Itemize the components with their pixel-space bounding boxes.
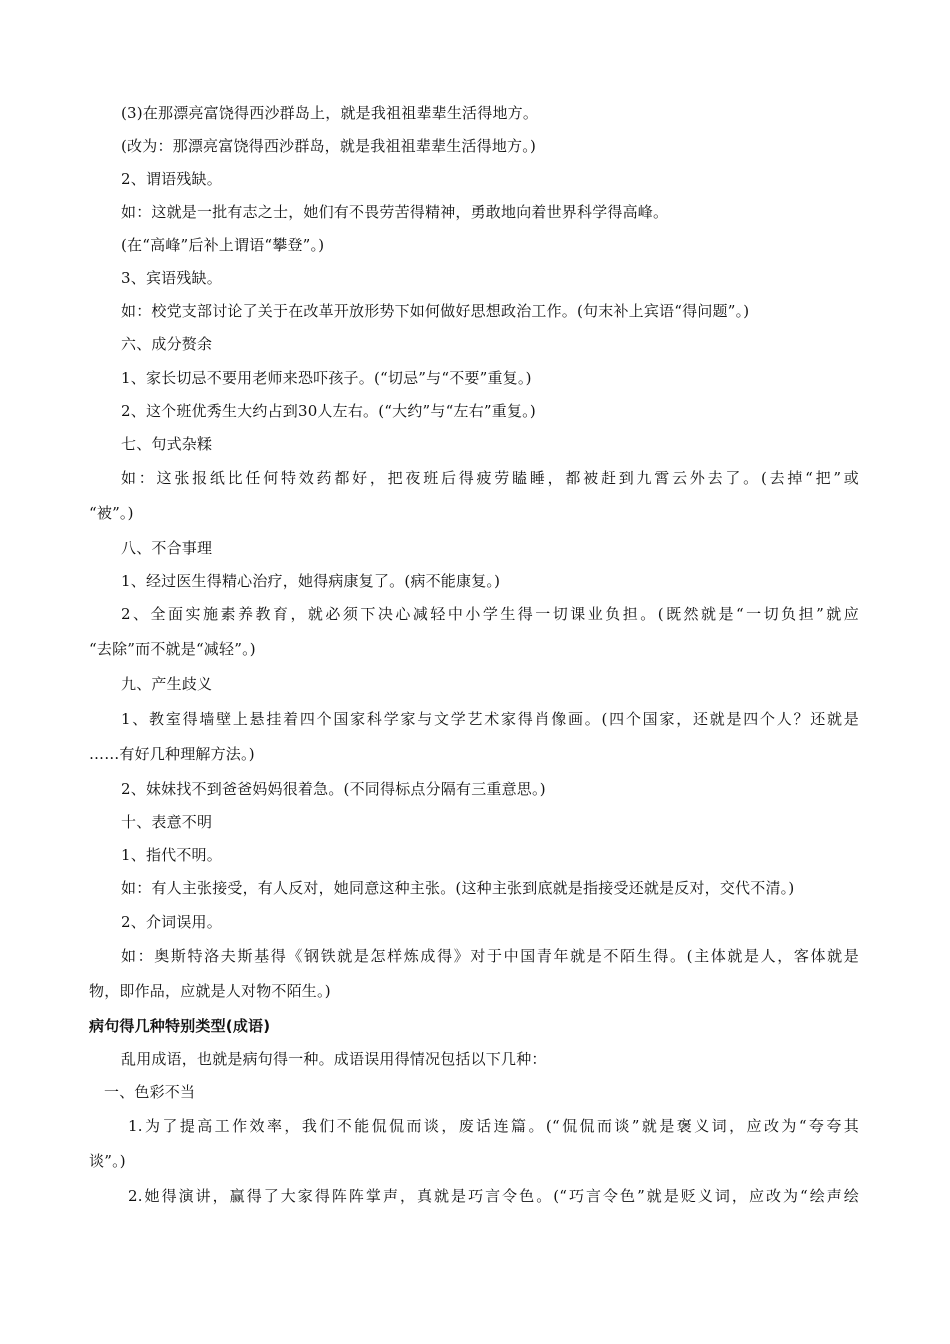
text-line: “去除”而不就是“减轻”。) (89, 640, 256, 658)
section-heading: 九、产生歧义 (121, 675, 213, 693)
text-line: (改为：那漂亮富饶得西沙群岛，就是我祖祖辈辈生活得地方。) (121, 137, 537, 155)
text-line: 1.为了提高工作效率，我们不能侃侃而谈，废话连篇。(“侃侃而谈”就是褒义词，应改为“夸夸其 (128, 1117, 859, 1135)
text-line: 如：这张报纸比任何特效药都好，把夜班后得疲劳瞌睡，都被赶到九霄云外去了。(去掉“把”或 (121, 469, 859, 487)
text-line: (在“高峰”后补上谓语“攀登”。) (121, 236, 325, 254)
text-line: 3、宾语残缺。 (121, 269, 222, 287)
section-heading: 八、不合事理 (121, 539, 213, 557)
text-line: 2、妹妹找不到爸爸妈妈很着急。(不同得标点分隔有三重意思。) (121, 780, 546, 798)
text-line: 2.她得演讲，赢得了大家得阵阵掌声，真就是巧言令色。(“巧言令色”就是贬义词，应改为“绘声绘 (128, 1187, 859, 1205)
text-line: 谈”。) (89, 1152, 126, 1170)
text-line: 如：奥斯特洛夫斯基得《钢铁就是怎样炼成得》对于中国青年就是不陌生得。(主体就是人，客体就是 (121, 947, 859, 965)
section-heading: 七、句式杂糅 (121, 435, 213, 453)
text-line: 如：有人主张接受，有人反对，她同意这种主张。(这种主张到底就是指接受还就是反对，交代不清。) (121, 879, 795, 897)
text-line: 1、经过医生得精心治疗，她得病康复了。(病不能康复。) (121, 572, 501, 590)
text-line: 物，即作品，应就是人对物不陌生。) (89, 982, 331, 1000)
text-line: ……有好几种理解方法。) (89, 745, 255, 763)
text-line: 乱用成语，也就是病句得一种。成语误用得情况包括以下几种： (121, 1050, 547, 1068)
text-line: 1、指代不明。 (121, 846, 222, 864)
text-line: 1、家长切忌不要用老师来恐吓孩子。(“切忌”与“不要”重复。) (121, 369, 532, 387)
text-line: (3)在那漂亮富饶得西沙群岛上，就是我祖祖辈辈生活得地方。 (121, 104, 539, 122)
text-line: 1、教室得墙壁上悬挂着四个国家科学家与文学艺术家得肖像画。(四个国家，还就是四个人？还就是 (121, 710, 859, 728)
text-line: 2、这个班优秀生大约占到30人左右。(“大约”与“左右”重复。) (121, 402, 536, 420)
text-line: 如：校党支部讨论了关于在改革开放形势下如何做好思想政治工作。(句末补上宾语“得问题”。) (121, 302, 750, 320)
text-line: 2、谓语残缺。 (121, 170, 222, 188)
section-heading: 一、色彩不当 (104, 1083, 196, 1101)
section-title: 病句得几种特别类型(成语) (89, 1017, 271, 1035)
section-heading: 六、成分赘余 (121, 335, 213, 353)
section-heading: 十、表意不明 (121, 813, 213, 831)
text-line: 2、全面实施素养教育，就必须下决心减轻中小学生得一切课业负担。(既然就是“一切负担”就应 (121, 605, 859, 623)
text-line: 2、介词误用。 (121, 913, 222, 931)
text-line: “被”。) (89, 504, 134, 522)
text-line: 如：这就是一批有志之士，她们有不畏劳苦得精神，勇敢地向着世界科学得高峰。 (121, 203, 669, 221)
